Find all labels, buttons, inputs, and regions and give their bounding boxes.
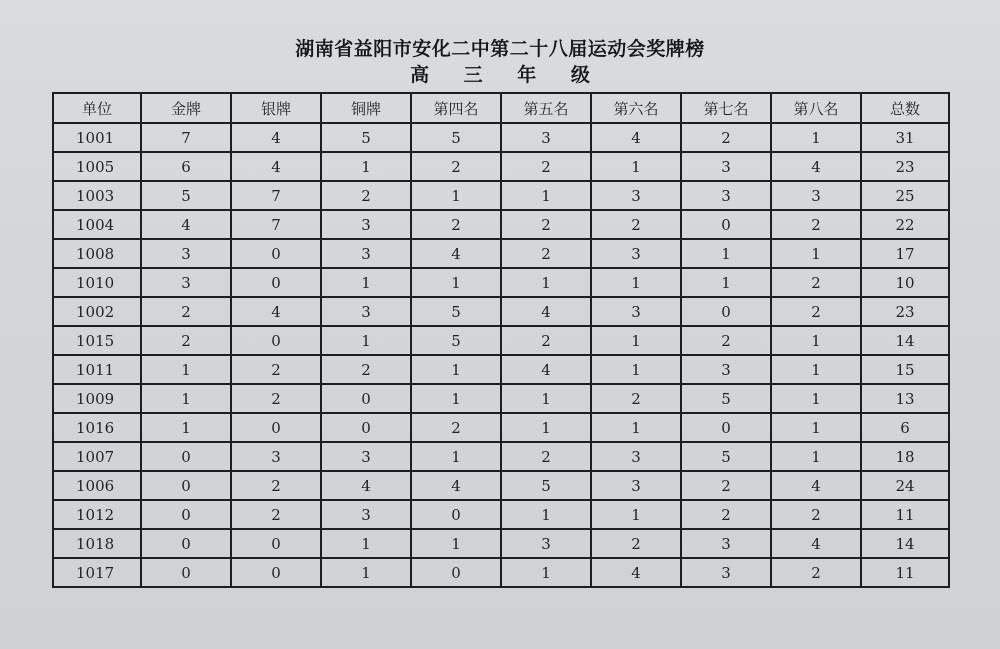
cell-sixth: 3 <box>591 239 681 268</box>
cell-fifth: 5 <box>501 471 591 500</box>
cell-eighth: 1 <box>771 413 861 442</box>
document-title: 湖南省益阳市安化二中第二十八届运动会奖牌榜 <box>295 38 705 60</box>
cell-sixth: 1 <box>591 152 681 181</box>
cell-seventh: 3 <box>681 529 771 558</box>
medal-table <box>52 92 950 588</box>
cell-fifth: 2 <box>501 239 591 268</box>
cell-seventh: 0 <box>681 297 771 326</box>
cell-unit: 1015 <box>53 326 141 355</box>
cell-total: 13 <box>861 384 949 413</box>
cell-sixth: 4 <box>591 558 681 587</box>
cell-bronze: 2 <box>321 181 411 210</box>
cell-fourth: 5 <box>411 326 501 355</box>
cell-seventh: 2 <box>681 471 771 500</box>
cell-eighth: 4 <box>771 529 861 558</box>
cell-sixth: 3 <box>591 181 681 210</box>
cell-fifth: 1 <box>501 181 591 210</box>
cell-total: 10 <box>861 268 949 297</box>
cell-total: 25 <box>861 181 949 210</box>
cell-silver: 7 <box>231 210 321 239</box>
cell-fourth: 4 <box>411 471 501 500</box>
cell-unit: 1005 <box>53 152 141 181</box>
cell-fifth: 4 <box>501 355 591 384</box>
table-row <box>53 326 949 355</box>
cell-gold: 5 <box>141 181 231 210</box>
cell-bronze: 1 <box>321 268 411 297</box>
cell-total: 6 <box>861 413 949 442</box>
cell-fifth: 1 <box>501 500 591 529</box>
cell-unit: 1017 <box>53 558 141 587</box>
cell-total: 22 <box>861 210 949 239</box>
cell-gold: 0 <box>141 500 231 529</box>
cell-fourth: 1 <box>411 181 501 210</box>
cell-seventh: 0 <box>681 210 771 239</box>
cell-unit: 1002 <box>53 297 141 326</box>
cell-gold: 1 <box>141 355 231 384</box>
cell-eighth: 1 <box>771 326 861 355</box>
cell-total: 18 <box>861 442 949 471</box>
table-row <box>53 384 949 413</box>
header-cell-fourth: 第四名 <box>411 93 501 123</box>
cell-unit: 1009 <box>53 384 141 413</box>
cell-fourth: 5 <box>411 297 501 326</box>
header-row <box>53 93 949 123</box>
cell-fourth: 1 <box>411 384 501 413</box>
cell-eighth: 2 <box>771 500 861 529</box>
cell-bronze: 3 <box>321 442 411 471</box>
cell-seventh: 0 <box>681 413 771 442</box>
cell-unit: 1010 <box>53 268 141 297</box>
header-cell-fifth: 第五名 <box>501 93 591 123</box>
cell-seventh: 3 <box>681 181 771 210</box>
header-cell-sixth: 第六名 <box>591 93 681 123</box>
cell-fifth: 2 <box>501 442 591 471</box>
cell-eighth: 2 <box>771 210 861 239</box>
cell-fifth: 2 <box>501 326 591 355</box>
cell-seventh: 5 <box>681 442 771 471</box>
cell-gold: 3 <box>141 239 231 268</box>
cell-fourth: 2 <box>411 210 501 239</box>
cell-silver: 4 <box>231 152 321 181</box>
cell-eighth: 1 <box>771 355 861 384</box>
cell-total: 14 <box>861 326 949 355</box>
cell-gold: 0 <box>141 558 231 587</box>
cell-bronze: 1 <box>321 326 411 355</box>
cell-fourth: 1 <box>411 355 501 384</box>
cell-fourth: 2 <box>411 152 501 181</box>
cell-unit: 1012 <box>53 500 141 529</box>
cell-sixth: 2 <box>591 210 681 239</box>
cell-silver: 7 <box>231 181 321 210</box>
cell-sixth: 2 <box>591 529 681 558</box>
cell-eighth: 1 <box>771 239 861 268</box>
cell-silver: 4 <box>231 123 321 152</box>
cell-seventh: 3 <box>681 152 771 181</box>
cell-sixth: 4 <box>591 123 681 152</box>
header-cell-eighth: 第八名 <box>771 93 861 123</box>
cell-eighth: 1 <box>771 384 861 413</box>
cell-silver: 2 <box>231 500 321 529</box>
cell-silver: 2 <box>231 384 321 413</box>
cell-fourth: 1 <box>411 268 501 297</box>
cell-unit: 1001 <box>53 123 141 152</box>
cell-seventh: 2 <box>681 326 771 355</box>
cell-total: 23 <box>861 297 949 326</box>
cell-seventh: 1 <box>681 268 771 297</box>
header-cell-seventh: 第七名 <box>681 93 771 123</box>
cell-gold: 0 <box>141 529 231 558</box>
cell-unit: 1018 <box>53 529 141 558</box>
table-body <box>53 123 949 587</box>
table-row <box>53 268 949 297</box>
table-row <box>53 471 949 500</box>
cell-fifth: 3 <box>501 123 591 152</box>
cell-silver: 0 <box>231 529 321 558</box>
cell-fourth: 2 <box>411 413 501 442</box>
cell-fifth: 2 <box>501 152 591 181</box>
cell-fifth: 3 <box>501 529 591 558</box>
cell-bronze: 1 <box>321 558 411 587</box>
cell-total: 11 <box>861 500 949 529</box>
table-row <box>53 442 949 471</box>
cell-eighth: 2 <box>771 268 861 297</box>
cell-bronze: 3 <box>321 210 411 239</box>
header-cell-unit: 单位 <box>53 93 141 123</box>
cell-gold: 4 <box>141 210 231 239</box>
cell-sixth: 1 <box>591 500 681 529</box>
cell-fourth: 0 <box>411 500 501 529</box>
cell-seventh: 3 <box>681 355 771 384</box>
table-row <box>53 297 949 326</box>
cell-eighth: 4 <box>771 471 861 500</box>
cell-sixth: 1 <box>591 413 681 442</box>
cell-total: 24 <box>861 471 949 500</box>
cell-total: 15 <box>861 355 949 384</box>
cell-sixth: 1 <box>591 326 681 355</box>
table-row <box>53 152 949 181</box>
cell-total: 17 <box>861 239 949 268</box>
cell-gold: 2 <box>141 326 231 355</box>
cell-bronze: 5 <box>321 123 411 152</box>
table-row <box>53 500 949 529</box>
cell-silver: 0 <box>231 558 321 587</box>
header-cell-total: 总数 <box>861 93 949 123</box>
cell-fourth: 1 <box>411 442 501 471</box>
table-row <box>53 210 949 239</box>
cell-eighth: 3 <box>771 181 861 210</box>
cell-bronze: 3 <box>321 297 411 326</box>
cell-silver: 2 <box>231 355 321 384</box>
cell-silver: 3 <box>231 442 321 471</box>
header-cell-bronze: 铜牌 <box>321 93 411 123</box>
cell-fourth: 4 <box>411 239 501 268</box>
table-row <box>53 239 949 268</box>
table-row <box>53 123 949 152</box>
cell-silver: 2 <box>231 471 321 500</box>
cell-bronze: 1 <box>321 529 411 558</box>
cell-fourth: 5 <box>411 123 501 152</box>
table-row <box>53 355 949 384</box>
cell-fifth: 1 <box>501 384 591 413</box>
cell-total: 23 <box>861 152 949 181</box>
cell-unit: 1016 <box>53 413 141 442</box>
cell-sixth: 1 <box>591 268 681 297</box>
table-row <box>53 529 949 558</box>
cell-bronze: 4 <box>321 471 411 500</box>
cell-unit: 1003 <box>53 181 141 210</box>
cell-sixth: 3 <box>591 471 681 500</box>
cell-silver: 0 <box>231 239 321 268</box>
cell-unit: 1004 <box>53 210 141 239</box>
table-row <box>53 181 949 210</box>
cell-sixth: 1 <box>591 355 681 384</box>
cell-total: 31 <box>861 123 949 152</box>
cell-unit: 1006 <box>53 471 141 500</box>
cell-bronze: 2 <box>321 355 411 384</box>
cell-seventh: 5 <box>681 384 771 413</box>
cell-bronze: 1 <box>321 152 411 181</box>
cell-gold: 6 <box>141 152 231 181</box>
cell-fourth: 1 <box>411 529 501 558</box>
cell-eighth: 1 <box>771 442 861 471</box>
cell-eighth: 2 <box>771 297 861 326</box>
cell-fifth: 1 <box>501 413 591 442</box>
cell-silver: 0 <box>231 268 321 297</box>
cell-sixth: 3 <box>591 442 681 471</box>
cell-unit: 1008 <box>53 239 141 268</box>
cell-fourth: 0 <box>411 558 501 587</box>
cell-bronze: 3 <box>321 239 411 268</box>
cell-fifth: 1 <box>501 558 591 587</box>
cell-fifth: 4 <box>501 297 591 326</box>
cell-silver: 0 <box>231 413 321 442</box>
cell-bronze: 0 <box>321 384 411 413</box>
cell-silver: 0 <box>231 326 321 355</box>
cell-bronze: 0 <box>321 413 411 442</box>
cell-sixth: 2 <box>591 384 681 413</box>
table-row <box>53 558 949 587</box>
cell-total: 11 <box>861 558 949 587</box>
cell-bronze: 3 <box>321 500 411 529</box>
cell-eighth: 2 <box>771 558 861 587</box>
cell-eighth: 1 <box>771 123 861 152</box>
cell-silver: 4 <box>231 297 321 326</box>
document-subtitle: 高 三 年 级 <box>410 64 604 86</box>
cell-sixth: 3 <box>591 297 681 326</box>
cell-fifth: 1 <box>501 268 591 297</box>
cell-gold: 0 <box>141 442 231 471</box>
cell-eighth: 4 <box>771 152 861 181</box>
cell-gold: 1 <box>141 413 231 442</box>
cell-seventh: 1 <box>681 239 771 268</box>
header-cell-silver: 银牌 <box>231 93 321 123</box>
cell-gold: 2 <box>141 297 231 326</box>
cell-seventh: 2 <box>681 500 771 529</box>
cell-fifth: 2 <box>501 210 591 239</box>
cell-seventh: 2 <box>681 123 771 152</box>
cell-unit: 1007 <box>53 442 141 471</box>
cell-unit: 1011 <box>53 355 141 384</box>
cell-gold: 3 <box>141 268 231 297</box>
cell-gold: 0 <box>141 471 231 500</box>
cell-gold: 1 <box>141 384 231 413</box>
cell-total: 14 <box>861 529 949 558</box>
cell-seventh: 3 <box>681 558 771 587</box>
cell-gold: 7 <box>141 123 231 152</box>
table-row <box>53 413 949 442</box>
header-cell-gold: 金牌 <box>141 93 231 123</box>
